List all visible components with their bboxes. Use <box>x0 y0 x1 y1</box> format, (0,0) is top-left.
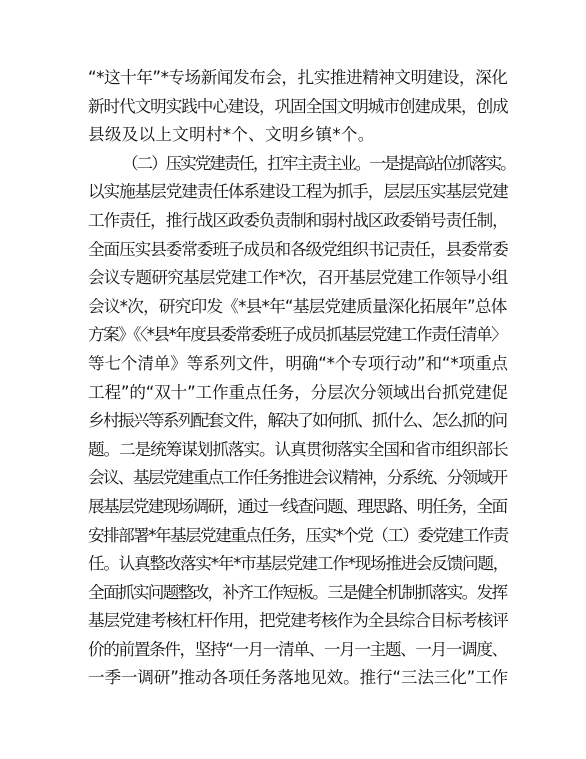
text-line: 价的前置条件，坚持“一月一清单、一月一主题、一月一调度、 <box>88 639 507 659</box>
text-line: 会议、基层党建重点工作任务推进会议精神，分系统、分领域开 <box>88 468 507 488</box>
text-line: 一季一调研”推动各项任务落地见效。推行“三法三化”工作 <box>88 668 508 688</box>
text-line: 安排部署*年基层党建重点任务，压实*个党（工）委党建工作责 <box>88 525 508 545</box>
text-line: 全面压实县委常委班子成员和各级党组织书记责任，县委常委 <box>88 239 508 259</box>
text-line: 任。认真整改落实*年*市基层党建工作*现场推进会反馈问题， <box>88 554 509 574</box>
text-line: 题。二是统筹谋划抓落实。认真贯彻落实全国和省市组织部长 <box>88 439 508 459</box>
text-line: 以实施基层党建责任体系建设工程为抓手，层层压实基层党建 <box>88 182 508 202</box>
text-line: 全面抓实问题整改，补齐工作短板。三是健全机制抓落实。发挥 <box>88 582 507 602</box>
text-line: 方案》《〈*县*年度县委常委班子成员抓基层党建工作责任清单〉 <box>88 325 507 345</box>
paragraph-heading-line: （二）压实党建责任，扛牢主责主业。一是提高站位抓落实。 <box>122 153 515 173</box>
text-line: 展基层党建现场调研，通过一线查问题、理思路、明任务，全面 <box>88 496 507 516</box>
text-line: 乡村振兴等系列配套文件，解决了如何抓、抓什么、怎么抓的问 <box>88 411 507 431</box>
text-line: 基层党建考核杠杆作用，把党建考核作为全县综合目标考核评 <box>88 611 508 631</box>
text-line: 工作责任，推行战区政委负责制和弱村战区政委销号责任制， <box>88 210 508 230</box>
text-line: 会议专题研究基层党建工作*次，召开基层党建工作领导小组 <box>88 268 508 288</box>
text-line: 工程”的“双十”工作重点任务，分层次分领域出台抓党建促 <box>88 382 508 402</box>
document-body <box>88 64 515 693</box>
text-line: 县级及以上文明村*个、文明乡镇*个。 <box>88 125 375 145</box>
text-line: 会议*次，研究印发《*县*年“基层党建质量深化拓展年”总体 <box>88 296 507 316</box>
text-line: 等七个清单》等系列文件，明确“*个专项行动”和“*项重点 <box>88 353 508 373</box>
text-line: “*这十年”*专场新闻发布会，扎实推进精神文明建设，深化 <box>88 68 508 87</box>
text-line: 新时代文明实践中心建设，巩固全国文明城市创建成果，创成 <box>88 96 508 116</box>
